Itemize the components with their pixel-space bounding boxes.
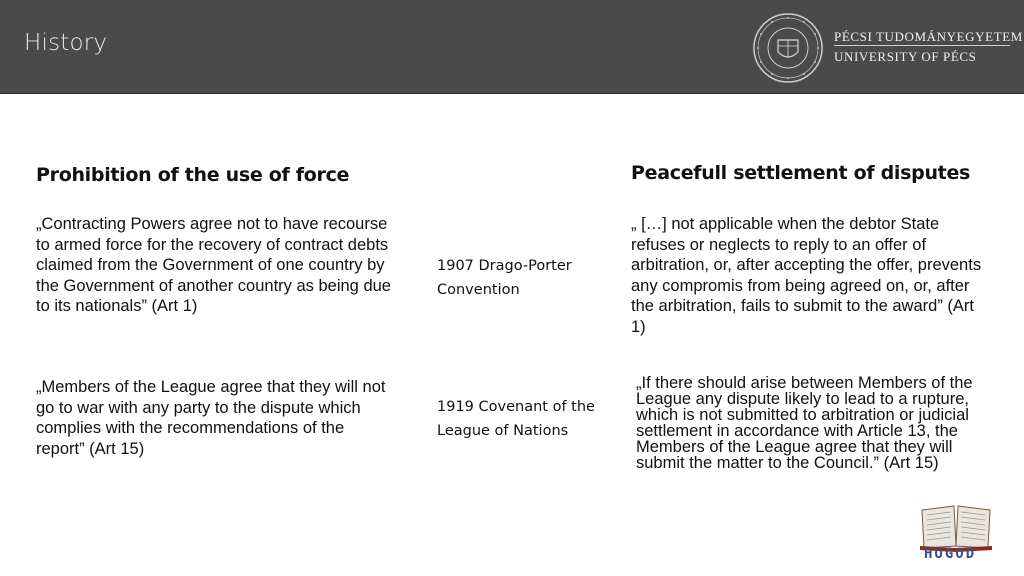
university-seal-icon [752, 12, 824, 84]
covenant-settlement-quote: „If there should arise between Members of the League any dispute likely to lead to a rupture, which is not submitted to arbitration or judicial settlement in accordance with Article 13, the Members of the League agree that they will submit the matter to the Council.” (Art 15) [636, 374, 973, 472]
right-column-heading: Peacefull settlement of disputes [631, 162, 971, 184]
slide-title: History [24, 30, 108, 56]
covenant-label: 1919 Covenant of the League of Nations [437, 399, 595, 439]
university-divider [834, 45, 1010, 46]
left-column-heading: Prohibition of the use of force [36, 164, 350, 186]
drago-porter-force-quote: „Contracting Powers agree not to have recourse to armed force for the recovery of contract debts claimed from the Government of one country by the Government of another country as being due to its nationals” (Art 1) [36, 215, 391, 316]
university-name-hungarian: PÉCSI TUDOMÁNYEGYETEM [834, 29, 1023, 44]
drago-porter-label: 1907 Drago-Porter Convention [437, 258, 572, 298]
drago-porter-settlement-quote: „ […] not applicable when the debtor State refuses or neglects to reply to an offer of arbitration, or, after accepting the offer, prevents any compromis from being agreed on, or, after the arbitration, fails to submit to the award” (Art 1) [631, 215, 982, 336]
slide-header [0, 0, 1024, 94]
hugod-logo-text: HUGOD [924, 546, 977, 562]
university-name-english: UNIVERSITY OF PÉCS [834, 49, 977, 64]
covenant-force-quote: „Members of the League agree that they will not go to war with any party to the dispute which complies with the recommendations of the report” (Art 15) [36, 378, 386, 458]
